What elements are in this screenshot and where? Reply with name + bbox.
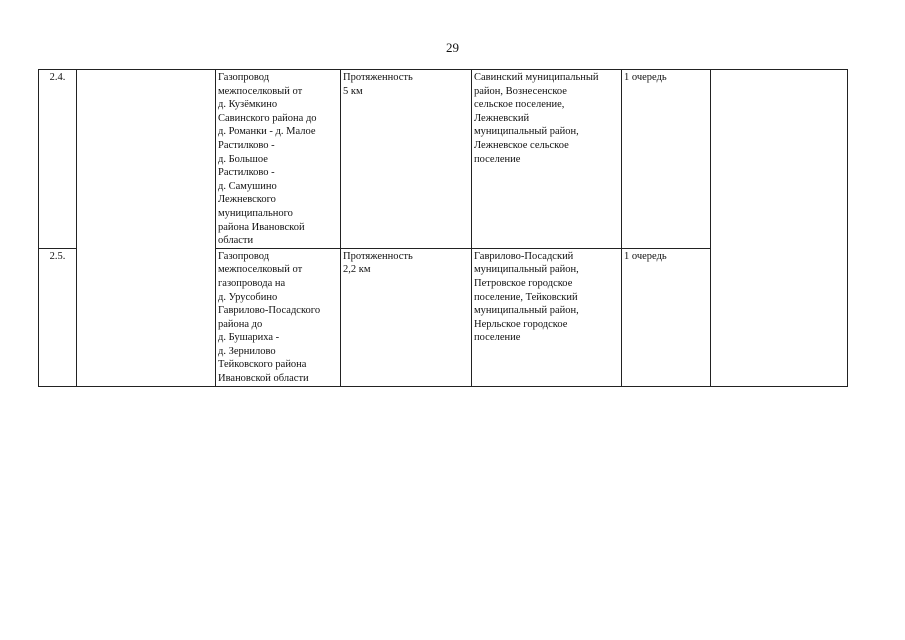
planning-table <box>38 69 848 387</box>
characteristics-cell: Протяженность 5 км <box>341 70 472 249</box>
characteristics-cell: Протяженность 2,2 км <box>341 248 472 386</box>
stage-cell: 1 очередь <box>622 70 711 249</box>
merged-empty-cell <box>711 70 848 387</box>
location-cell: Гаврилово-Посадский муниципальный район, Петровское городское поселение, Тейковский муниципальный район, Нерльское городское поселение <box>472 248 622 386</box>
object-name-cell: Газопровод межпоселковый от газопровода на д. Урусобино Гаврилово-Посадского района до д. Бушариха - д. Зернилово Тейковского района Ивановской области <box>216 248 341 386</box>
row-number: 2.5. <box>39 248 77 386</box>
page-number: 29 <box>446 40 459 55</box>
table-row <box>39 70 848 249</box>
location-cell: Савинский муниципальный район, Вознесенское сельское поселение, Лежневский муниципальный район, Лежневское сельское поселение <box>472 70 622 249</box>
object-name-cell: Газопровод межпоселковый от д. Кузёмкино Савинского района до д. Романки - д. Малое Растилково - д. Большое Растилково - д. Самушино Лежневского муниципального района Ивановской области <box>216 70 341 249</box>
row-number: 2.4. <box>39 70 77 249</box>
stage-cell: 1 очередь <box>622 248 711 386</box>
merged-empty-cell <box>77 70 216 387</box>
